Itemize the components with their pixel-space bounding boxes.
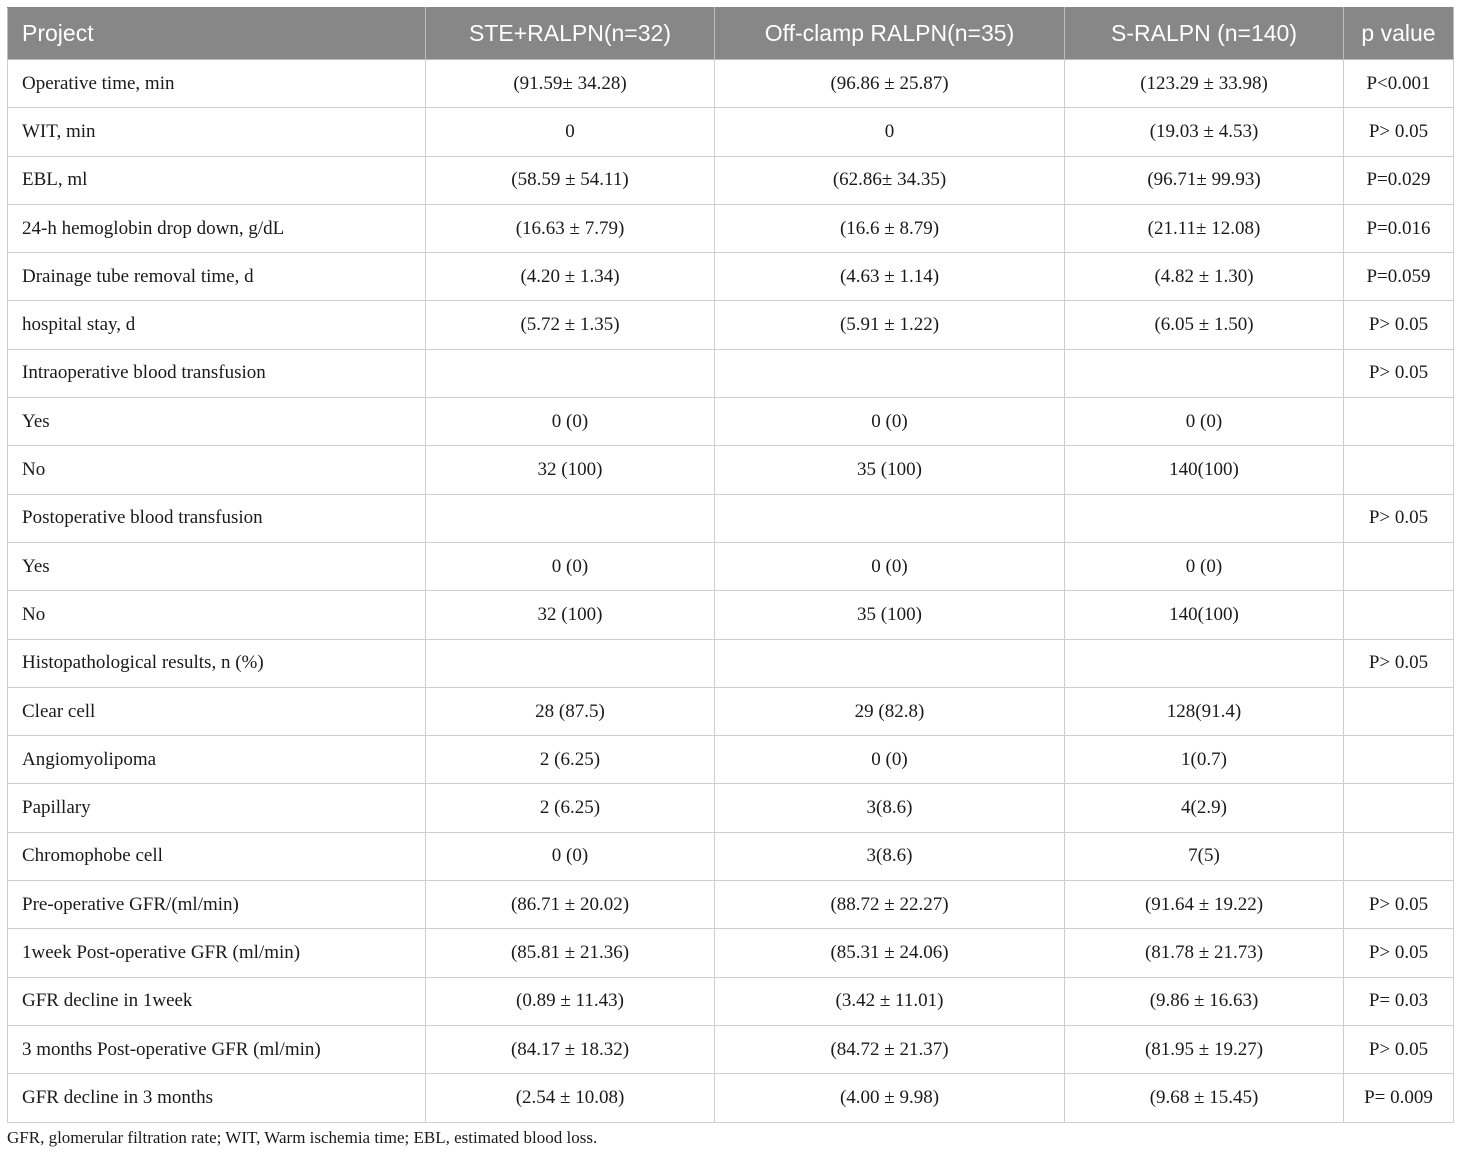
off-clamp-ralpn-cell: (88.72 ± 22.27) [715,881,1065,929]
ste-ralpn-cell: 0 (0) [426,398,715,446]
off-clamp-ralpn-cell: 35 (100) [715,591,1065,639]
ste-ralpn-cell: 32 (100) [426,591,715,639]
s-ralpn-cell: 0 (0) [1065,542,1344,590]
header-p-value: p value [1344,8,1454,60]
header-row [8,8,1454,60]
table-row [8,639,1454,687]
off-clamp-ralpn-cell: 0 (0) [715,398,1065,446]
table-row [8,494,1454,542]
table-row [8,687,1454,735]
ste-ralpn-cell: 2 (6.25) [426,736,715,784]
project-cell: 1week Post-operative GFR (ml/min) [8,929,426,977]
ste-ralpn-cell: 0 [426,108,715,156]
project-cell: Chromophobe cell [8,832,426,880]
ste-ralpn-cell: (91.59± 34.28) [426,60,715,108]
s-ralpn-cell: (9.68 ± 15.45) [1065,1074,1344,1122]
ste-ralpn-cell: (84.17 ± 18.32) [426,1025,715,1073]
project-cell: Histopathological results, n (%) [8,639,426,687]
p-value-cell: P> 0.05 [1344,349,1454,397]
project-cell: 3 months Post-operative GFR (ml/min) [8,1025,426,1073]
project-cell: 24-h hemoglobin drop down, g/dL [8,204,426,252]
project-cell: Angiomyolipoma [8,736,426,784]
off-clamp-ralpn-cell: 35 (100) [715,446,1065,494]
project-cell: GFR decline in 1week [8,977,426,1025]
table-row [8,60,1454,108]
table-row [8,253,1454,301]
s-ralpn-cell: 140(100) [1065,591,1344,639]
s-ralpn-cell: (4.82 ± 1.30) [1065,253,1344,301]
project-cell: No [8,591,426,639]
ste-ralpn-cell: (85.81 ± 21.36) [426,929,715,977]
p-value-cell: P<0.001 [1344,60,1454,108]
table-row [8,349,1454,397]
off-clamp-ralpn-cell: (84.72 ± 21.37) [715,1025,1065,1073]
p-value-cell: P= 0.009 [1344,1074,1454,1122]
project-cell: EBL, ml [8,156,426,204]
table-row [8,1074,1454,1122]
table-row [8,591,1454,639]
table-row [8,446,1454,494]
off-clamp-ralpn-cell: (96.86 ± 25.87) [715,60,1065,108]
p-value-cell [1344,542,1454,590]
off-clamp-ralpn-cell: (85.31 ± 24.06) [715,929,1065,977]
project-cell: Papillary [8,784,426,832]
header-off-clamp-ralpn: Off-clamp RALPN(n=35) [715,8,1065,60]
ste-ralpn-cell: (0.89 ± 11.43) [426,977,715,1025]
project-cell: Yes [8,398,426,446]
table-row [8,1025,1454,1073]
project-cell: WIT, min [8,108,426,156]
project-cell: Drainage tube removal time, d [8,253,426,301]
ste-ralpn-cell: 0 (0) [426,542,715,590]
project-cell: hospital stay, d [8,301,426,349]
ste-ralpn-cell: (5.72 ± 1.35) [426,301,715,349]
s-ralpn-cell: (19.03 ± 4.53) [1065,108,1344,156]
ste-ralpn-cell: (16.63 ± 7.79) [426,204,715,252]
table-footnote: GFR, glomerular filtration rate; WIT, Warm ischemia time; EBL, estimated blood loss. [7,1128,598,1147]
project-cell: Yes [8,542,426,590]
ste-ralpn-cell: 28 (87.5) [426,687,715,735]
table-row [8,736,1454,784]
off-clamp-ralpn-cell: 0 [715,108,1065,156]
s-ralpn-cell: 0 (0) [1065,398,1344,446]
ste-ralpn-cell: 32 (100) [426,446,715,494]
p-value-cell: P> 0.05 [1344,301,1454,349]
s-ralpn-cell: (9.86 ± 16.63) [1065,977,1344,1025]
s-ralpn-cell: (91.64 ± 19.22) [1065,881,1344,929]
s-ralpn-cell: (81.95 ± 19.27) [1065,1025,1344,1073]
ste-ralpn-cell: 0 (0) [426,832,715,880]
p-value-cell [1344,784,1454,832]
s-ralpn-cell [1065,494,1344,542]
ste-ralpn-cell: (86.71 ± 20.02) [426,881,715,929]
ste-ralpn-cell: (58.59 ± 54.11) [426,156,715,204]
off-clamp-ralpn-cell: 0 (0) [715,736,1065,784]
header-s-ralpn: S-RALPN (n=140) [1065,8,1344,60]
ste-ralpn-cell [426,494,715,542]
project-cell: Pre-operative GFR/(ml/min) [8,881,426,929]
off-clamp-ralpn-cell [715,639,1065,687]
s-ralpn-cell: 7(5) [1065,832,1344,880]
off-clamp-ralpn-cell: (4.63 ± 1.14) [715,253,1065,301]
header-ste-ralpn: STE+RALPN(n=32) [426,8,715,60]
table-body [8,60,1454,1123]
p-value-cell [1344,687,1454,735]
p-value-cell [1344,591,1454,639]
off-clamp-ralpn-cell: 0 (0) [715,542,1065,590]
off-clamp-ralpn-cell: (4.00 ± 9.98) [715,1074,1065,1122]
s-ralpn-cell [1065,349,1344,397]
s-ralpn-cell: (6.05 ± 1.50) [1065,301,1344,349]
p-value-cell: P= 0.03 [1344,977,1454,1025]
s-ralpn-cell: 140(100) [1065,446,1344,494]
s-ralpn-cell: (21.11± 12.08) [1065,204,1344,252]
table-row [8,156,1454,204]
table-row [8,301,1454,349]
s-ralpn-cell: 4(2.9) [1065,784,1344,832]
off-clamp-ralpn-cell: 29 (82.8) [715,687,1065,735]
s-ralpn-cell: (96.71± 99.93) [1065,156,1344,204]
p-value-cell [1344,446,1454,494]
table-row [8,204,1454,252]
project-cell: Intraoperative blood transfusion [8,349,426,397]
project-cell: GFR decline in 3 months [8,1074,426,1122]
table-row [8,398,1454,446]
table-row [8,784,1454,832]
s-ralpn-cell [1065,639,1344,687]
p-value-cell: P=0.059 [1344,253,1454,301]
p-value-cell: P> 0.05 [1344,881,1454,929]
p-value-cell: P> 0.05 [1344,494,1454,542]
results-table [7,7,1454,1123]
ste-ralpn-cell [426,349,715,397]
p-value-cell: P> 0.05 [1344,929,1454,977]
p-value-cell: P> 0.05 [1344,1025,1454,1073]
table-row [8,881,1454,929]
off-clamp-ralpn-cell: (62.86± 34.35) [715,156,1065,204]
s-ralpn-cell: (123.29 ± 33.98) [1065,60,1344,108]
table-row [8,108,1454,156]
ste-ralpn-cell: (4.20 ± 1.34) [426,253,715,301]
p-value-cell [1344,398,1454,446]
off-clamp-ralpn-cell: (16.6 ± 8.79) [715,204,1065,252]
off-clamp-ralpn-cell [715,494,1065,542]
off-clamp-ralpn-cell: 3(8.6) [715,832,1065,880]
off-clamp-ralpn-cell: (3.42 ± 11.01) [715,977,1065,1025]
ste-ralpn-cell [426,639,715,687]
project-cell: No [8,446,426,494]
s-ralpn-cell: 128(91.4) [1065,687,1344,735]
header-project: Project [8,8,426,60]
ste-ralpn-cell: (2.54 ± 10.08) [426,1074,715,1122]
table-row [8,832,1454,880]
p-value-cell: P> 0.05 [1344,108,1454,156]
ste-ralpn-cell: 2 (6.25) [426,784,715,832]
p-value-cell: P> 0.05 [1344,639,1454,687]
table-row [8,977,1454,1025]
project-cell: Operative time, min [8,60,426,108]
p-value-cell: P=0.029 [1344,156,1454,204]
project-cell: Clear cell [8,687,426,735]
table-header [8,8,1454,60]
off-clamp-ralpn-cell: 3(8.6) [715,784,1065,832]
s-ralpn-cell: 1(0.7) [1065,736,1344,784]
p-value-cell: P=0.016 [1344,204,1454,252]
s-ralpn-cell: (81.78 ± 21.73) [1065,929,1344,977]
table-row [8,542,1454,590]
results-table-container [7,7,1453,1123]
table-row [8,929,1454,977]
p-value-cell [1344,832,1454,880]
p-value-cell [1344,736,1454,784]
off-clamp-ralpn-cell: (5.91 ± 1.22) [715,301,1065,349]
project-cell: Postoperative blood transfusion [8,494,426,542]
off-clamp-ralpn-cell [715,349,1065,397]
